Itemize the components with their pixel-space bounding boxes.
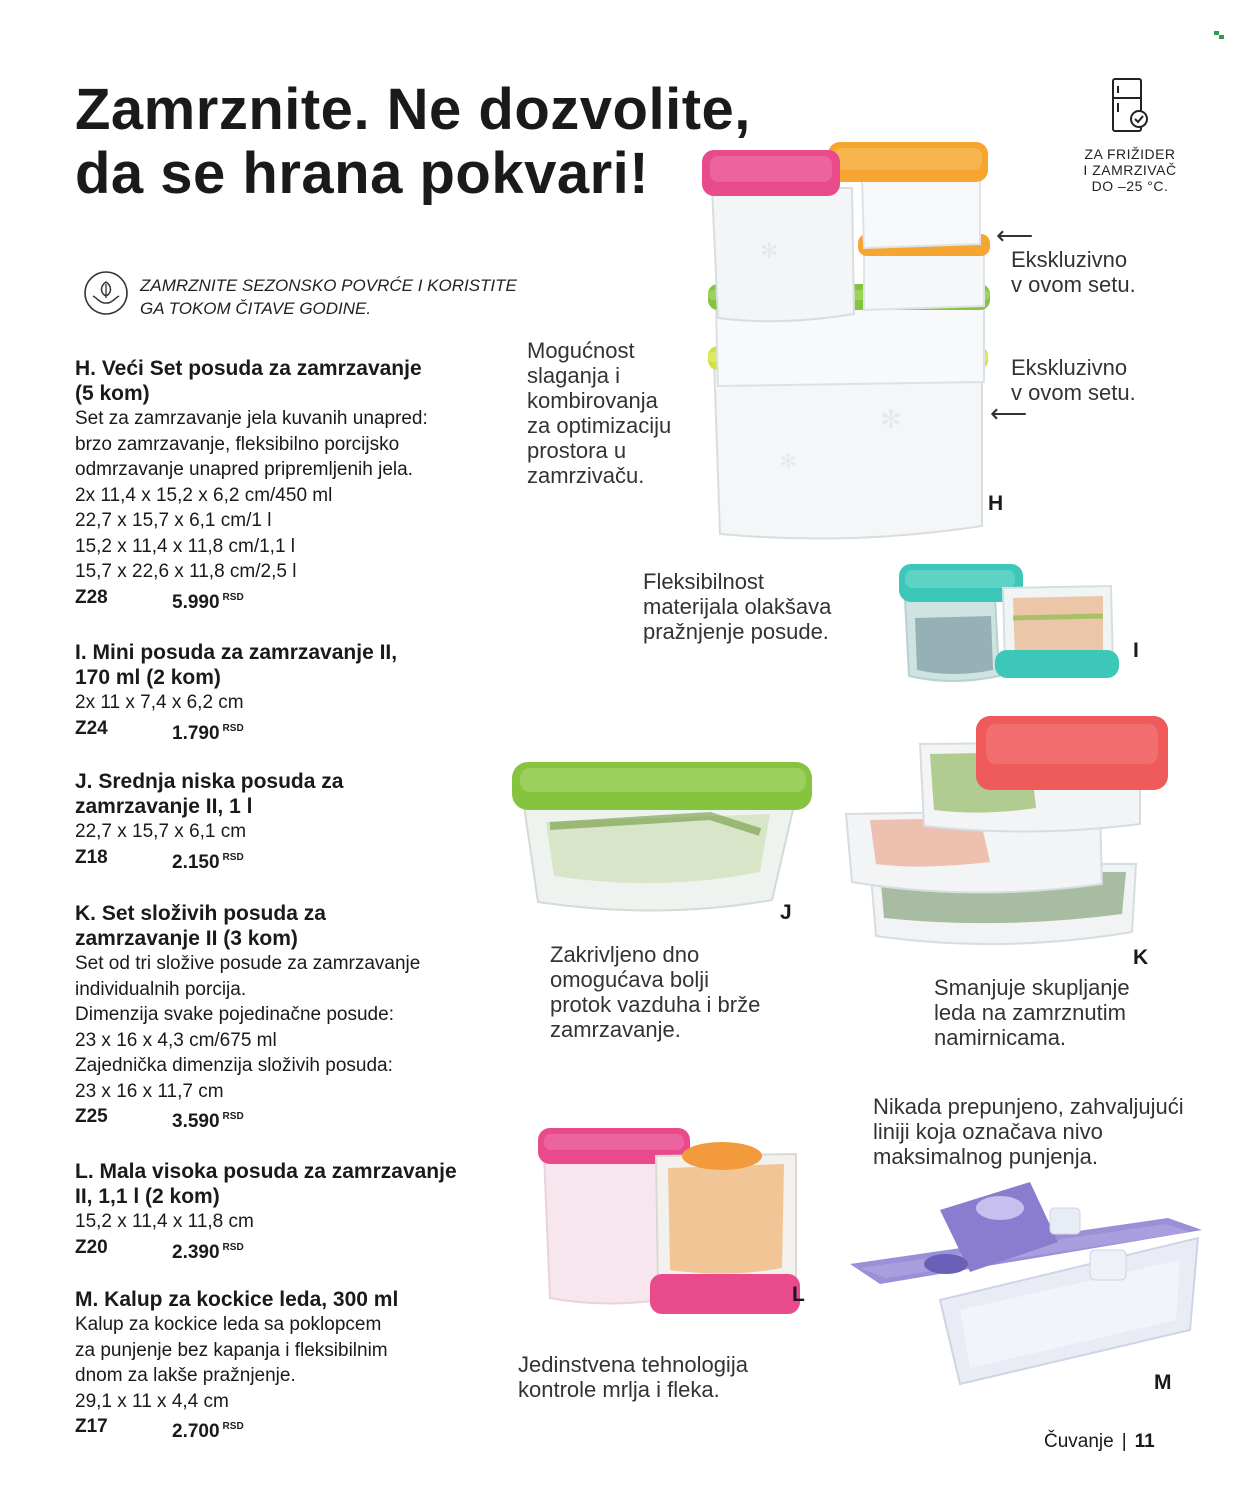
caption-line: kombirovanja — [527, 388, 658, 413]
caption-line: Ekskluzivno — [1011, 247, 1128, 272]
caption-line: zamrzivaču. — [527, 463, 645, 488]
product-price — [172, 585, 244, 615]
product-h-title-2: (5 kom) — [75, 382, 150, 405]
product-i-title — [75, 640, 525, 690]
product-k-line: Zajednička dimenzija složivih posuda: — [75, 1055, 393, 1076]
product-m — [75, 1287, 525, 1442]
page-number: 11 — [1134, 1431, 1155, 1452]
product-j-title-1: J. Srednja niska posuda za — [75, 770, 344, 793]
caption-line: liniji koja označava nivo — [873, 1119, 1103, 1144]
caption-line: Fleksibilnost — [643, 569, 765, 594]
product-code: Z17 — [75, 1416, 108, 1437]
arrow-left-icon: ⟵ — [996, 220, 1034, 250]
product-price — [172, 1235, 244, 1265]
caption-line: protok vazduha i brže — [550, 992, 761, 1017]
exclusive-caption-1 — [1011, 247, 1136, 297]
product-l-title-1: L. Mala visoka posuda za zamrzavanje — [75, 1160, 457, 1183]
stain-caption — [518, 1352, 748, 1402]
seasonal-tip — [140, 274, 517, 320]
caption-line: materijala olakšava — [643, 594, 832, 619]
fridge-badge-line-3: DO –25 °C. — [1091, 178, 1169, 194]
product-l-title-2: II, 1,1 l (2 kom) — [75, 1185, 220, 1208]
product-i-image — [895, 558, 1130, 698]
product-h-image — [700, 138, 1000, 548]
product-price — [172, 716, 244, 746]
product-h-line: odmrzavanje unapred pripremljenih jela. — [75, 459, 413, 480]
product-j-line: 22,7 x 15,7 x 6,1 cm — [75, 821, 247, 842]
curved-bottom-caption — [550, 942, 760, 1042]
product-k — [75, 901, 525, 1132]
caption-line: za optimizaciju — [527, 413, 672, 438]
currency: RSD — [222, 591, 244, 603]
product-price — [172, 1414, 244, 1444]
section-name: Čuvanje — [1044, 1431, 1114, 1452]
caption-line: Ekskluzivno — [1011, 355, 1128, 380]
product-k-title-2: zamrzavanje II (3 kom) — [75, 927, 298, 950]
currency: RSD — [222, 851, 244, 863]
seasonal-tip-line-1: ZAMRZNITE SEZONSKO POVRĆE I KORISTITE — [140, 276, 517, 295]
product-h-letter: H — [988, 492, 1004, 515]
product-k-line: Set od tri složive posude za zamrzavanje — [75, 953, 421, 974]
currency: RSD — [222, 1241, 244, 1253]
svg-text:✻: ✻ — [780, 449, 797, 473]
caption-line: Smanjuje skupljanje — [934, 975, 1130, 1000]
product-i-title-1: I. Mini posuda za zamrzavanje II, — [75, 641, 398, 664]
product-k-price-row — [75, 1104, 525, 1132]
caption-line: omogućava bolji — [550, 967, 709, 992]
currency: RSD — [222, 722, 244, 734]
caption-line: pražnjenje posude. — [643, 619, 829, 644]
caption-line: Mogućnost — [527, 338, 635, 363]
caption-line: Zakrivljeno dno — [550, 942, 700, 967]
product-i — [75, 640, 525, 744]
caption-line: kontrole mrlja i fleka. — [518, 1377, 720, 1402]
product-l-price-row — [75, 1235, 535, 1263]
caption-line: maksimalnog punjenja. — [873, 1144, 1099, 1169]
product-j-title-2: zamrzavanje II, 1 l — [75, 795, 253, 818]
currency: RSD — [222, 1111, 244, 1122]
product-h-line: brzo zamrzavanje, fleksibilno porcijsko — [75, 433, 400, 455]
fridge-icon — [1110, 78, 1150, 136]
product-h-line: 15,2 x 11,4 x 11,8 cm/1,1 l — [75, 535, 296, 557]
product-h-title — [75, 356, 525, 406]
product-k-line: 23 x 16 x 4,3 cm/675 ml — [75, 1029, 277, 1051]
product-h-line: 2x 11,4 x 15,2 x 6,2 cm/450 ml — [75, 484, 333, 506]
product-price — [172, 1104, 244, 1134]
price-value: 2.150 — [172, 851, 220, 873]
seasonal-tip-line-2: GA TOKOM ČITAVE GODINE. — [140, 299, 372, 318]
product-price — [172, 845, 244, 875]
product-m-line: za punjenje bez kapanja i fleksibilnim — [75, 1339, 388, 1361]
product-j — [75, 769, 525, 873]
page-footer — [1044, 1431, 1155, 1453]
product-m-title — [75, 1287, 525, 1312]
footer-separator: | — [1121, 1431, 1127, 1452]
product-h-line: 22,7 x 15,7 x 6,1 cm/1 l — [75, 510, 272, 531]
product-i-title-2: 170 ml (2 kom) — [75, 666, 221, 689]
svg-text:✻: ✻ — [880, 405, 902, 435]
product-j-price-row — [75, 845, 525, 873]
fridge-badge-line-2: I ZAMRZIVAČ — [1083, 162, 1177, 178]
price-value: 3.590 — [172, 1111, 220, 1132]
price-value: 2.700 — [172, 1421, 220, 1442]
product-k-letter: K — [1133, 946, 1149, 969]
product-m-price-row — [75, 1414, 525, 1442]
product-m-letter: M — [1154, 1371, 1172, 1394]
stacking-caption — [527, 338, 671, 488]
product-k-line: Dimenzija svake pojedinačne posude: — [75, 1004, 394, 1025]
caption-line: Nikada prepunjeno, zahvaljujući — [873, 1094, 1184, 1119]
price-value: 2.390 — [172, 1241, 220, 1263]
product-j-title — [75, 769, 525, 819]
product-h-line: 15,7 x 22,6 x 11,8 cm/2,5 l — [75, 561, 297, 582]
product-j-letter: J — [780, 901, 792, 924]
product-h-title-1: H. Veći Set posuda za zamrzavanje — [75, 357, 422, 380]
product-h — [75, 356, 525, 613]
product-m-description — [75, 1312, 525, 1414]
price-value: 1.790 — [172, 722, 220, 744]
product-i-price-row — [75, 716, 525, 744]
brand-mark-icon — [1214, 31, 1224, 39]
product-l-image — [538, 1128, 803, 1318]
product-l-letter: L — [792, 1283, 805, 1306]
product-code: Z18 — [75, 846, 108, 868]
product-h-price-row — [75, 585, 525, 613]
product-k-description — [75, 951, 525, 1104]
svg-text:✻: ✻ — [760, 239, 779, 264]
fridge-badge-line-1: ZA FRIŽIDER — [1084, 146, 1176, 162]
product-h-description — [75, 406, 525, 585]
caption-line: v ovom setu. — [1011, 272, 1136, 297]
product-m-image — [850, 1180, 1205, 1390]
product-m-line: dnom za lakše pražnjenje. — [75, 1365, 296, 1386]
currency: RSD — [222, 1421, 244, 1432]
product-k-line: individualnih porcija. — [75, 978, 247, 1000]
product-l-title — [75, 1159, 535, 1209]
product-h-line: Set za zamrzavanje jela kuvanih unapred: — [75, 408, 428, 429]
leaf-hands-icon — [83, 270, 129, 316]
caption-line: v ovom setu. — [1011, 380, 1136, 405]
price-value: 5.990 — [172, 591, 220, 613]
page-title-line-2: da se hrana pokvari! — [75, 141, 650, 206]
product-k-title-1: K. Set složivih posuda za — [75, 902, 326, 925]
product-i-letter: I — [1133, 639, 1139, 662]
fridge-badge-text — [1060, 146, 1200, 194]
product-l-line: 15,2 x 11,4 x 11,8 cm — [75, 1211, 254, 1232]
arrow-left-icon: ⟵ — [990, 398, 1028, 428]
product-k-line: 23 x 16 x 11,7 cm — [75, 1080, 224, 1102]
product-i-line: 2x 11 x 7,4 x 6,2 cm — [75, 692, 244, 713]
product-m-line: Kalup za kockice leda sa poklopcem — [75, 1314, 382, 1335]
caption-line: leda na zamrznutim — [934, 1000, 1126, 1025]
product-code: Z25 — [75, 1106, 108, 1127]
exclusive-caption-2 — [1011, 355, 1136, 405]
page-title-line-1: Zamrznite. Ne dozvolite, — [75, 77, 751, 142]
caption-line: prostora u — [527, 438, 627, 463]
product-j-image — [510, 752, 815, 922]
caption-line: namirnicama. — [934, 1025, 1067, 1050]
product-k-image — [840, 714, 1170, 954]
product-code: Z24 — [75, 717, 108, 739]
ice-caption — [934, 975, 1130, 1050]
product-k-title — [75, 901, 525, 951]
flexibility-caption — [643, 569, 831, 644]
product-m-line: 29,1 x 11 x 4,4 cm — [75, 1390, 229, 1412]
product-code: Z28 — [75, 586, 108, 608]
product-code: Z20 — [75, 1236, 108, 1258]
caption-line: zamrzavanje. — [550, 1017, 681, 1042]
product-m-title-1: M. Kalup za kockice leda, 300 ml — [75, 1288, 399, 1311]
never-overfilled-caption — [873, 1094, 1184, 1169]
product-l — [75, 1159, 535, 1263]
caption-line: Jedinstvena tehnologija — [518, 1352, 748, 1377]
caption-line: slaganja i — [527, 363, 620, 388]
